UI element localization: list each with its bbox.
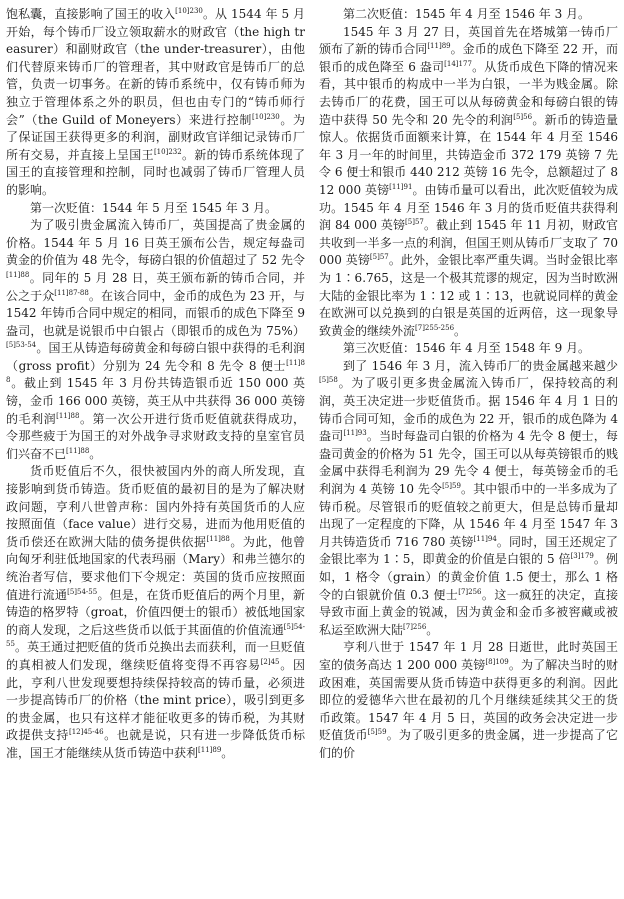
text-run: 。国王从铸造每磅黄金和每磅白银中获得的毛利润（gross profit）分别为 24 先令和 8 先令 8 便士 <box>6 341 305 373</box>
citation-ref: [11]88 <box>6 270 30 279</box>
text-run: 1545 年 3 月 27 日，英国首先在塔城第一铸币厂颁布了新的铸币合同 <box>319 24 618 57</box>
citation-ref: [7]256 <box>403 622 427 631</box>
text-run: 。为了吸引更多的贵金属，进一步提高了它们的价 <box>319 728 618 760</box>
text-run: 。 <box>426 622 439 637</box>
citation-ref: [11]88 <box>6 358 305 385</box>
text-run: 。第一次公开进行货币贬值就获得成功，令那些疲于为国王的对外战争寻求财政支持的皇室官员们兴奋不已 <box>6 411 305 461</box>
text-run: 。 <box>221 745 234 760</box>
citation-ref: [11]88 <box>66 446 90 455</box>
text-run: 饱私囊，直接影响了国王的收入 <box>6 7 176 21</box>
text-run: 。新币的铸造量惊人。依据货币面额来计算，在 1544 年 4 月至 1546 年 3 月一年的时间里，共铸造金币 372 179 英镑 7 先令 6 便士和银币 440 212 英镑 16 先令，总额超过了 812 000 英镑 <box>319 112 618 197</box>
text-run: 。为了吸引更多贵金属流入铸币厂，保持较高的利润，英王决定进一步贬值货币。据 1546 年 4 月 1 日的铸币合同可知，金币的成色为 22 开，银币的成色降为 4 盎司 <box>319 376 618 444</box>
text-run: 。因此，亨利八世发现要想持续保持较高的铸币量，必须进一步提高铸币厂的价格（the mint price），吸引到更多的贵金属，也只有这样才能征收更多的铸币税，为其财政提供支持 <box>6 657 305 743</box>
text-run: 亨利八世于 1547 年 1 月 28 日逝世，此时英国王室的债务高达 1 200 000 英镑 <box>319 640 618 672</box>
text-run: 。为此，他曾向匈牙利驻低地国家的代表玛丽（Mary）和弗兰德尔的统治者写信，要求他们下令规定：英国的货币应按照面值进行流通 <box>6 534 305 602</box>
citation-ref: [8]109 <box>485 657 509 666</box>
citation-ref: [5]59 <box>442 482 461 491</box>
text-run: 。在该合同中，金币的成色为 23 开，与 1542 年铸币合同中规定的相同，而银币的成色下降至 9 盎司，也就是说银币中白银占（即银币的成色为 75%） <box>6 288 305 338</box>
text-run: 。新的铸币系统体现了国王的直接管理和控制，同时也减弱了铸币厂管理人员的影响。 <box>6 147 305 197</box>
section-heading <box>6 200 305 218</box>
text-run: 。为了解决当时的财政困难，英国需要从货币铸造中获得更多的利润。因此即位的爱德华六世在最初的几个月继续延续其父王的货币政策。1547 年 4 月 5 日，英国的政务会决定进一步贬值货币 <box>319 657 618 743</box>
body-paragraph <box>319 24 618 341</box>
text-run: 。此外，金银比率严重失调。当时金银比率为 1∶6.765，这是一个极其荒谬的规定，因为当时欧洲大陆的金银比率为 1∶12 或 1∶13，也就说同样的黄金在欧洲可以兑换到的白银是英国的近两倍，这一现象导致黄金的继续外流 <box>319 253 618 338</box>
citation-ref: [5]54-55 <box>67 587 98 596</box>
citation-ref: [7]255-256 <box>415 323 455 332</box>
text-run: 。其中银币中的一半多成为了铸币税。尽管银币的贬值较之前更大，但是总铸币量却出现了一定程度的下降，从 1546 年 4 月至 1547 年 3 月共铸造货币 716 780 英镑 <box>319 482 618 549</box>
text-run: 。同时，国王还规定了金银比率为 1∶5，即黄金的价值是白银的 5 倍 <box>319 534 618 567</box>
section-heading <box>319 340 618 358</box>
text-run: 。 <box>454 323 467 338</box>
text-run: 。 <box>89 446 102 461</box>
text-run: 。从货币成色下降的情况来看，其中银币的构成中一半为白银，一半为贱金属。除去铸币厂的花费，国王可以从每磅黄金和每磅白银的铸造中获得 50 先令和 20 先令的利润 <box>319 59 618 127</box>
body-paragraph <box>319 639 618 762</box>
citation-ref: [5]59 <box>367 728 387 737</box>
right-column <box>319 6 618 899</box>
left-column <box>6 6 305 899</box>
citation-ref: [3]179 <box>570 552 594 561</box>
body-paragraph <box>6 463 305 762</box>
citation-ref: [12]45-46 <box>68 728 104 737</box>
citation-ref: [11]91 <box>389 182 413 191</box>
text-run: 。例如，1 格令（grain）的黄金价值 1.5 便士，那么 1 格令的白银就价值 0.3 便士 <box>319 552 618 602</box>
citation-ref: [2]45 <box>260 657 280 666</box>
text-run: 第一次贬值：1544 年 5 月至 1545 年 3 月。 <box>30 200 278 215</box>
citation-ref: [11]88 <box>56 411 80 420</box>
text-run: 。为了保证国王获得更多的利润，副财政官详细记录铸币厂所有交易，并直接上呈国王 <box>6 112 305 162</box>
citation-ref: [10]230 <box>251 112 280 121</box>
text-run: 。从 1544 年 5 月开始，每个铸币厂设立领取薪水的财政官（the high treasurer）和副财政官（the under-treasurer），由他们代替原来铸币厂的管理者，其中财政官是铸币厂的总管，负责一切事务。在新的铸币系统中，仅有铸币师为独立于管理体系之外的职员，但也由专门的“铸币师行会”（the Guild of Moneyers）来进行控制 <box>6 7 305 127</box>
text-run: 。当时每盎司白银的价格为 4 先令 8 便士，每盎司黄金的价格为 51 先令，国王可以从每英镑银币的贱金属中获得毛利润为 29 先令 4 便士，每英镑金币的毛利润为 4 英镑 10 先令 <box>319 429 618 497</box>
citation-ref: [11]94 <box>473 534 497 543</box>
citation-ref: [5]56 <box>513 112 533 121</box>
text-run: 第二次贬值：1545 年 4 月至 1546 年 3 月。 <box>343 7 591 21</box>
text-run: 。截止到 1545 年 11 月初，财政官共收到一半多一点的利润，但国王则从铸币厂支取了 70 000 英镑 <box>319 218 618 268</box>
citation-ref: [7]256 <box>458 587 482 596</box>
text-run: 为了吸引贵金属流入铸币厂，英国提高了贵金属的价格。1544 年 5 月 16 日英王颁布公告，规定每盎司黄金的价值为 48 先令，每磅白银的价值超过了 52 先令 <box>6 218 305 268</box>
citation-ref: [11]93 <box>343 429 367 438</box>
text-run: 到了 1546 年 3 月，流入铸币厂的贵金属越来越少 <box>343 358 618 373</box>
text-run: 。同年的 5 月 28 日，英王颁布新的铸币合同，并公之于众 <box>6 270 305 303</box>
text-run: 。但是，在货币贬值后的两个月里，新铸造的格罗特（groat，价值四便士的银币）被低地国家的商人发现，之后这些货币以低于其面值的价值流通 <box>6 587 305 637</box>
section-heading <box>319 6 618 24</box>
citation-ref: [5]57 <box>369 253 389 262</box>
body-paragraph <box>6 6 305 200</box>
citation-ref: [11]89 <box>427 42 451 51</box>
citation-ref: [14]177 <box>444 59 472 68</box>
text-run: 。金币的成色下降至 22 开，而银币的成色降至 6 盎司 <box>319 42 618 74</box>
body-paragraph <box>319 358 618 640</box>
citation-ref: [5]57 <box>405 218 424 227</box>
citation-ref: [5]58 <box>319 376 338 385</box>
citation-ref: [10]230 <box>175 7 203 15</box>
citation-ref: [5]54-55 <box>6 622 305 649</box>
citation-ref: [11]89 <box>198 745 222 754</box>
text-run: 第三次贬值：1546 年 4 月至 1548 年 9 月。 <box>343 341 591 356</box>
citation-ref: [5]53-54 <box>6 341 37 350</box>
text-run: 。由铸币量可以看出，此次贬值较为成功。1545 年 4 月至 1546 年 3 月的货币贬值共获得利润 84 000 英镑 <box>319 182 618 233</box>
text-run: 货币贬值后不久，很快被国内外的商人所发现，直接影响到货币铸造。货币贬值的最初目的是为了解决财政问题，亨利八世曾声称：国内外持有英国货币的人应按照面值（face value）进行交易，进而为他用贬值的货币偿还在欧洲大陆的债务提供依据 <box>6 464 305 549</box>
citation-ref: [10]232 <box>153 147 182 156</box>
body-paragraph <box>6 217 305 463</box>
citation-ref: [11]87-88 <box>54 288 89 297</box>
citation-ref: [11]88 <box>206 534 230 543</box>
text-run: 。这一疯狂的决定，直接导致市面上黄金的锐减，因为黄金和金币多被窖藏或被私运至欧洲大陆 <box>319 587 618 637</box>
text-run: 。英王通过把贬值的货币兑换出去而获利，而一旦贬值的真相被人们发现，继续贬值将变得不再容易 <box>6 640 305 672</box>
text-run: 。也就是说，只有进一步降低货币标准，国王才能继续从货币铸造中获利 <box>6 728 305 760</box>
text-run: 。截止到 1545 年 3 月份共铸造银币近 150 000 英镑，金币 166 000 英镑，英王从中共获得 36 000 英镑的毛利润 <box>6 376 305 426</box>
